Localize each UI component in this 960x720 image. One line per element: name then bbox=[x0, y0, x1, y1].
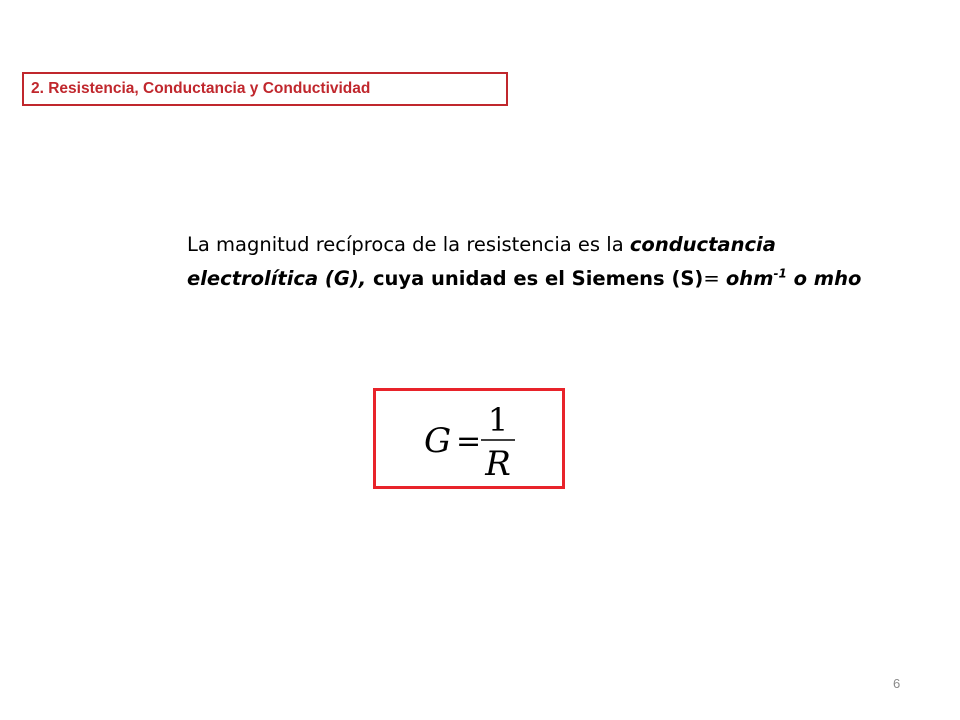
term-electrolitica: electrolítica (G), bbox=[187, 267, 367, 290]
formula-numerator: 1 bbox=[487, 401, 509, 439]
section-title: 2. Resistencia, Conductancia y Conductividad bbox=[31, 80, 371, 97]
formula-lhs: G bbox=[424, 421, 452, 461]
page-number: 6 bbox=[893, 676, 901, 691]
unit-mho: o mho bbox=[786, 267, 862, 290]
definition-line-1 bbox=[187, 228, 907, 262]
formula-equals: = bbox=[456, 424, 482, 459]
formula-denominator: R bbox=[485, 444, 511, 484]
definition-paragraph bbox=[187, 228, 907, 296]
definition-line-2 bbox=[187, 262, 907, 296]
section-title-box bbox=[22, 72, 508, 106]
equals-text: = bbox=[703, 267, 726, 290]
definition-text-regular: La magnitud recíproca de la resistencia es la bbox=[187, 233, 630, 256]
conductance-formula bbox=[376, 391, 562, 486]
term-conductancia: conductancia bbox=[629, 233, 776, 256]
unit-exponent: -1 bbox=[773, 266, 787, 281]
unit-description: cuya unidad es el Siemens (S) bbox=[366, 267, 704, 290]
formula-box bbox=[373, 388, 565, 489]
unit-ohm: ohm bbox=[725, 267, 774, 290]
